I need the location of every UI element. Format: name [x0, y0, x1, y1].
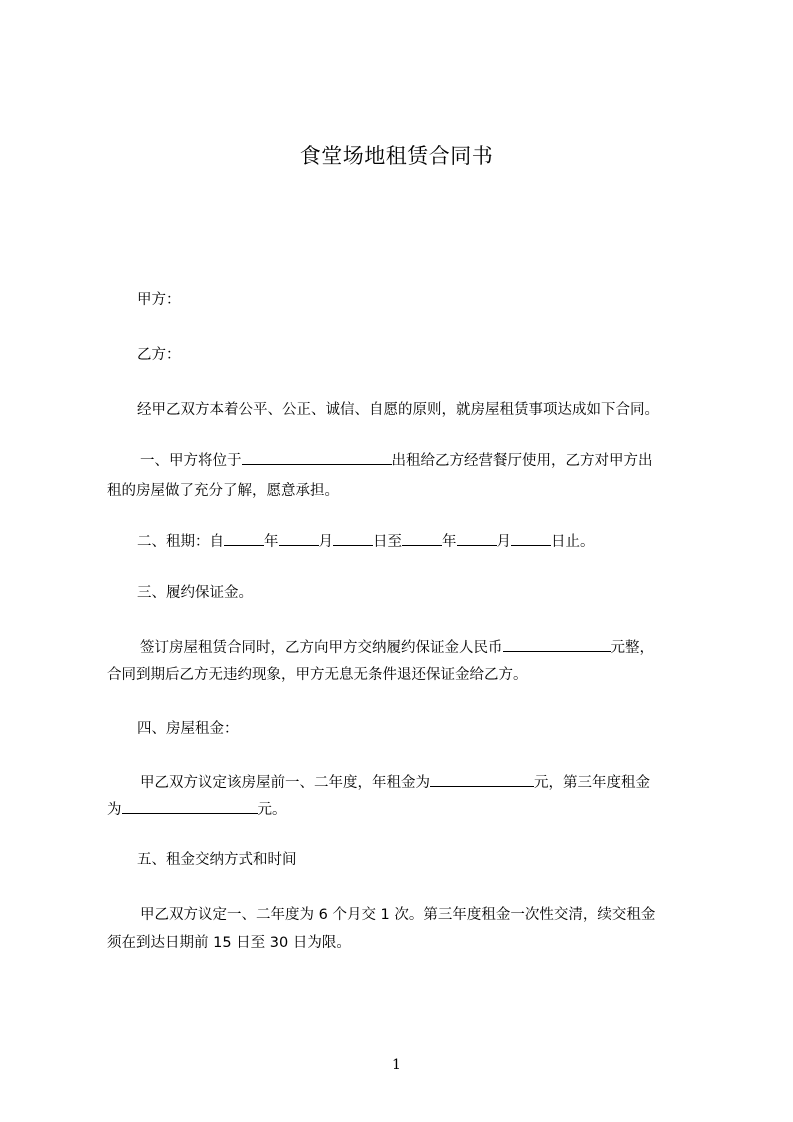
clause-1-text-b: 出租给乙方经营餐厅使用，乙方对甲方出 — [391, 453, 653, 469]
intro-paragraph: 经甲乙双方本着公平、公正、诚信、自愿的原则，就房屋租赁事项达成如下合同。 — [137, 402, 659, 418]
clause-4-heading: 四、房屋租金： — [137, 721, 239, 737]
clause-2-line — [107, 527, 732, 557]
annual-rent-blank — [430, 772, 534, 787]
location-blank — [242, 450, 392, 465]
end-month-label: 月 — [496, 534, 511, 550]
clause-4-text-a: 甲乙双方议定该房屋前一、二年度，年租金为 — [140, 775, 430, 791]
third-year-rent-blank — [122, 799, 258, 814]
clause-3-text-a: 签订房屋租赁合同时，乙方向甲方交纳履约保证金人民币 — [140, 640, 503, 656]
party-b-line: 乙方： — [137, 347, 181, 363]
clause-5-line-2: 须在到达日期前 15 日至 30 日为限。 — [107, 935, 351, 951]
clause-1-text-a: 一、甲方将位于 — [140, 453, 242, 469]
end-year-label: 年 — [442, 534, 457, 550]
clause-4-line-2-suffix: 元。 — [257, 802, 287, 818]
start-month-label: 月 — [318, 534, 333, 550]
clause-4-line-2-prefix: 为 — [107, 802, 122, 818]
clause-1-line-2: 租的房屋做了充分了解，愿意承担。 — [107, 483, 339, 499]
start-month-blank — [279, 531, 319, 546]
clause-4-line-2 — [107, 795, 702, 825]
start-day-blank — [333, 531, 373, 546]
end-month-blank — [457, 531, 497, 546]
clause-4-line-1 — [107, 768, 735, 798]
clause-1-line-1 — [107, 446, 735, 476]
start-year-label: 年 — [264, 534, 279, 550]
clause-3-line-1 — [107, 633, 735, 663]
end-day-blank — [511, 531, 551, 546]
end-year-blank — [402, 531, 442, 546]
clause-5-heading: 五、租金交纳方式和时间 — [137, 852, 297, 868]
clause-3-heading: 三、履约保证金。 — [137, 585, 253, 601]
clause-2-prefix: 二、租期：自 — [137, 534, 224, 550]
document-title: 食堂场地租赁合同书 — [299, 144, 494, 168]
deposit-amount-blank — [503, 637, 611, 652]
clause-3-line-2: 合同到期后乙方无违约现象，甲方无息无条件退还保证金给乙方。 — [107, 667, 528, 683]
page-number: 1 — [392, 1057, 401, 1073]
day-to-label: 日至 — [373, 534, 402, 550]
clause-4-text-b: 元，第三年度租金 — [534, 775, 650, 791]
clause-5-line-1: 甲乙双方议定一、二年度为 6 个月交 1 次。第三年度租金一次性交清，续交租金 — [140, 907, 656, 923]
start-year-blank — [224, 531, 264, 546]
party-a-line: 甲方： — [137, 292, 181, 308]
clause-3-text-b: 元整， — [610, 640, 654, 656]
clause-2-end: 日止。 — [551, 534, 595, 550]
